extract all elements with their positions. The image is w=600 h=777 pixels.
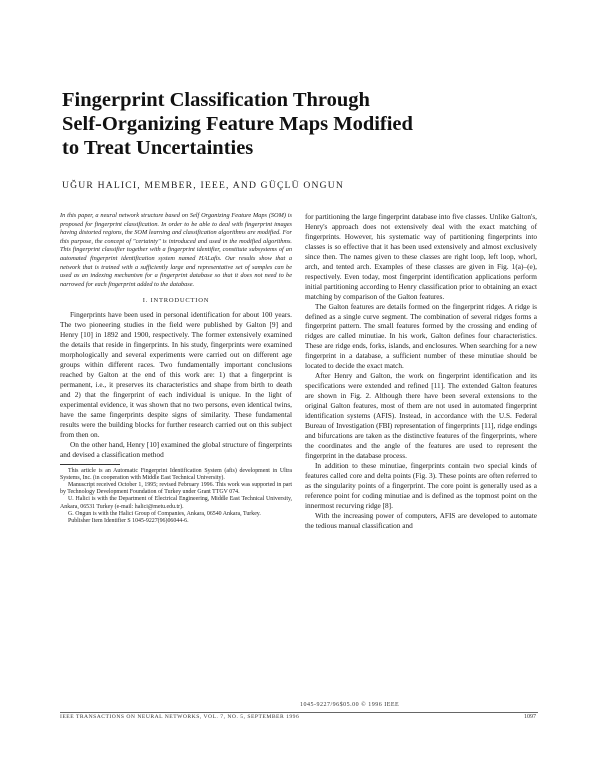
body-paragraph: for partitioning the large fingerprint database into five classes. Unlike Galton's, Henry's approach does not extensively deal with the exact matching of fingerprints. However, his systematic way of partitioning fingerprints into classes is so effective that it has been used extensively and almost exclusively since then. The names given to these classes are right loop, left loop, whorl, arch, and tented arch. Examples of these classes are given in Fig. 1(a)–(e), respectively. Even today, most fingerprint identification applications perform initial partitioning according to Henry classification prior to obtaining an exact matching by comparison of the Galton features. bbox=[305, 212, 537, 301]
title-line: Self-Organizing Feature Maps Modified bbox=[62, 113, 413, 135]
journal-citation: IEEE TRANSACTIONS ON NEURAL NETWORKS, VOL. 7, NO. 5, SEPTEMBER 1996 bbox=[60, 714, 300, 720]
title-line: Fingerprint Classification Through bbox=[62, 89, 370, 111]
footnote: G. Ongun is with the Halici Group of Companies, Ankara, 06540 Ankara, Turkey. bbox=[68, 510, 261, 517]
body-paragraph: On the other hand, Henry [10] examined the global structure of fingerprints and devised a classification method bbox=[60, 439, 292, 459]
footnote-divider bbox=[60, 464, 120, 465]
paper-title bbox=[62, 88, 532, 160]
title-line: to Treat Uncertainties bbox=[62, 137, 254, 159]
author-list: UĞUR HALICI, MEMBER, IEEE, AND GÜÇLÜ ONGUN bbox=[62, 180, 344, 191]
body-paragraph: The Galton features are details formed on the fingerprint ridges. A ridge is defined as a single curve segment. The combination of several ridges forms a fingerprint pattern. The small features formed by the crossing and ending of ridges are called minutiae. In his work, Galton defines four characteristics. These are ridge ends, forks, islands, and enclosures. When searching for a new fingerprint in a database, a sufficient number of these minutiae should be located to decide the exact match. bbox=[305, 301, 537, 371]
body-paragraph: With the increasing power of computers, AFIS are developed to automate the tedious manual classification and bbox=[305, 510, 537, 530]
section-heading-introduction: I. INTRODUCTION bbox=[142, 297, 210, 305]
footnote: U. Halici is with the Department of Electrical Engineering, Middle East Technical University, Ankara, 06531 Turkey (e-mail: halici@metu.edu.tr). bbox=[60, 496, 292, 510]
footnote: Manuscript received October 1, 1995; revised February 1996. This work was supported in part by Technology Development Foundation of Turkey under Grant TTGV 074. bbox=[60, 482, 292, 496]
body-paragraph: After Henry and Galton, the work on fingerprint identification and its specifications were extended and refined [11]. The extended Galton features are shown in Fig. 2. Although there have been several extensions to the original Galton features, most of them are not used in automated fingerprint identification systems (AFIS). Instead, in accordance with the U.S. Federal Bureau of Investigation (FBI) representation of fingerprints [11], ridge endings and bifurcations are taken as the distinctive features of the fingerprints, where the coordinates and the angle of the features are used to represent the fingerprint in the database process. bbox=[305, 371, 537, 460]
left-column bbox=[60, 212, 292, 525]
footer-divider bbox=[60, 712, 538, 713]
body-paragraph: Fingerprints have been used in personal identification for about 100 years. The two pioneering studies in the field were published by Galton [9] and Henry [10] in 1892 and 1900, respectively. The former extensively examined the details that reside in fingerprints. In his study, fingerprints were examined morphologically and several experiments were carried out on different age groups within different races. Two fundamentally important conclusions reached by Galton at the end of this work are: 1) that a fingerprint is permanent, i.e., it preserves its characteristics and shape from birth to death and 2) that the fingerprint of each individual is unique. In the light of experimental evidence, it was shown that no two persons, even identical twins, have the same fingerprints despite signs of similarity. These fundamental results were the building blocks for further research carried out on this subject from then on. bbox=[60, 310, 292, 439]
page-number: 1097 bbox=[524, 714, 536, 720]
footnote: This article is an Automatic Fingerprint Identification System (afis) development in Ultra Systems, Inc. (in cooperation with Middle East Technical University). bbox=[60, 467, 292, 481]
right-column bbox=[305, 212, 537, 531]
body-paragraph: In addition to these minutiae, fingerprints contain two special kinds of features called core and delta points (Fig. 3). These points are often referred to as the singularity points of a fingerprint. The core point is generally used as a reference point for coding minutiae and is defined as the topmost point on the innermost recurving ridge [8]. bbox=[305, 460, 537, 510]
footnote: Publisher Item Identifier S 1045-9227(96)06044-6. bbox=[68, 518, 189, 525]
copyright-notice: 1045-9227/96$05.00 © 1996 IEEE bbox=[300, 702, 400, 708]
abstract: In this paper, a neural network structure based on Self Organizing Feature Maps (SOM) is proposed for fingerprint classification. In order to be able to deal with fingerprint images having distorted regions, the SOM learning and classification algorithms are modified. For this purpose, the concept of "certainty" is introduced and used in the modified algorithms. This fingerprint classifier together with a fingerprint identifier, constitute subsystems of an automated fingerprint identification system named HALafis. Our results show that a network that is trained with a sufficiently large and representative set of samples can be used as an indexing mechanism for a fingerprint database so that it does not need to be narrowed for each fingerprint added to the database. bbox=[60, 212, 292, 288]
